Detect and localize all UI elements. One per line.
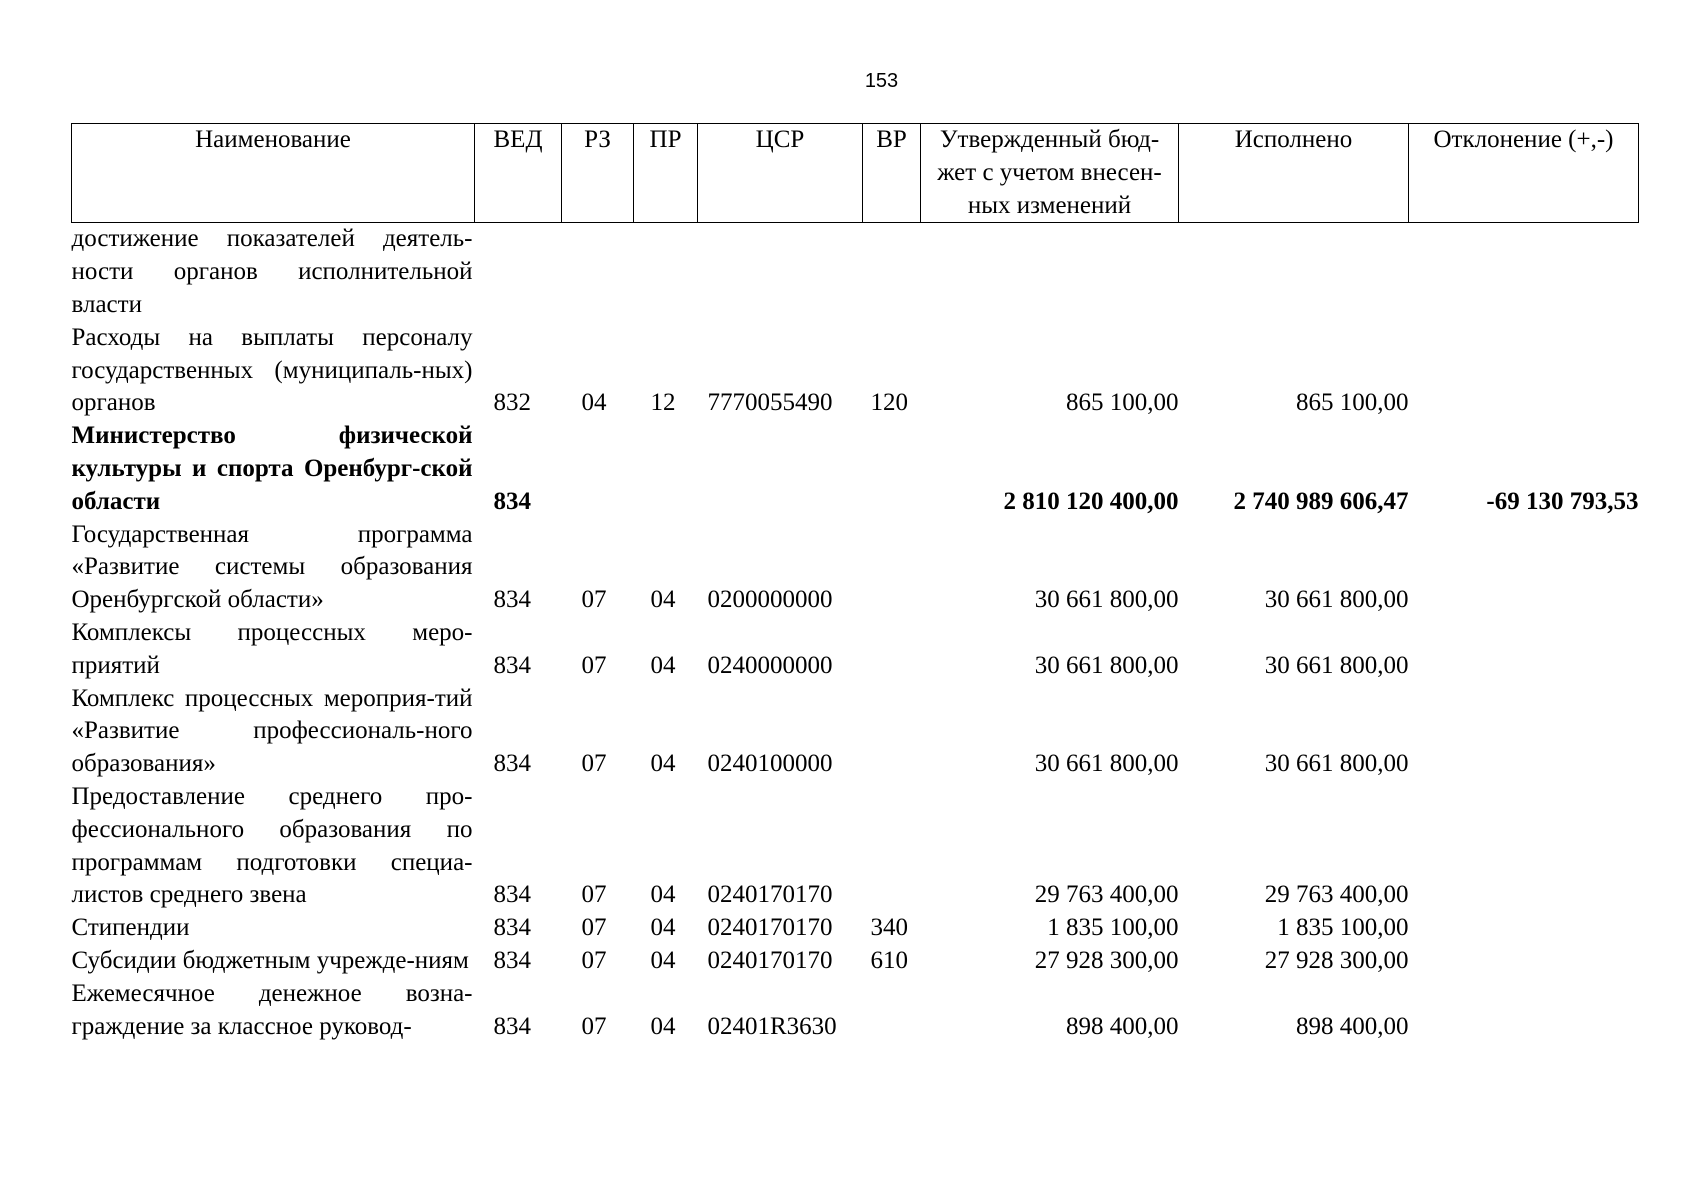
header-done: Исполнено: [1179, 124, 1409, 223]
cell-pr: [634, 223, 698, 322]
cell-rz: 07: [581, 914, 607, 942]
cell-pr: 04: [650, 750, 676, 778]
cell-ved: 834: [493, 881, 531, 909]
cell-vr: 340: [870, 914, 908, 942]
table-row: [72, 223, 1639, 322]
cell-rz: [562, 223, 634, 322]
cell-rz: 04: [581, 389, 607, 417]
cell-ved: 834: [493, 586, 531, 614]
header-name: Наименование: [72, 124, 475, 223]
cell-deviation: -69 130 793,53: [1486, 487, 1639, 515]
header-ved: ВЕД: [475, 124, 562, 223]
cell-name: Министерство физической культуры и спорта Оренбург-ской области: [71, 422, 473, 515]
header-deviation: Отклонение (+,-): [1409, 124, 1639, 223]
table-body: [72, 223, 1639, 1043]
cell-name: Расходы на выплаты персоналу государственных (муниципаль-ных) органов: [71, 323, 473, 417]
table-row: [72, 945, 1639, 978]
cell-csr: [698, 420, 863, 518]
cell-rz: 07: [581, 1012, 607, 1040]
cell-budget: 865 100,00: [1066, 389, 1179, 417]
cell-done: 27 928 300,00: [1264, 946, 1409, 974]
header-pr: ПР: [634, 124, 698, 223]
table-row: [72, 322, 1639, 420]
cell-deviation: [1409, 519, 1639, 617]
header-rz: РЗ: [562, 124, 634, 223]
table-row: [72, 420, 1639, 518]
cell-name: Стипендии: [71, 914, 190, 942]
cell-vr: [863, 781, 921, 912]
cell-name: Ежемесячное денежное возна-граждение за классное руковод-: [71, 979, 473, 1040]
cell-name: Комплексы процессных меро-приятий: [71, 618, 473, 679]
cell-deviation: [1409, 945, 1639, 978]
table-row: [72, 781, 1639, 912]
header-vr: ВР: [863, 124, 921, 223]
cell-budget: 29 763 400,00: [1034, 881, 1179, 909]
cell-ved: 834: [493, 914, 531, 942]
cell-pr: 04: [650, 946, 676, 974]
table-row: [72, 683, 1639, 781]
cell-name: Государственная программа «Развитие системы образования Оренбургской области»: [71, 520, 473, 614]
table-header: [72, 124, 1639, 223]
page-number: 153: [864, 70, 899, 92]
cell-vr: [863, 683, 921, 781]
cell-pr: 04: [650, 1012, 676, 1040]
cell-deviation: [1409, 223, 1639, 322]
cell-ved: 834: [493, 1012, 531, 1040]
cell-rz: 07: [581, 586, 607, 614]
cell-name: достижение показателей деятель-ности органов исполнительной власти: [71, 225, 473, 318]
header-csr: ЦСР: [698, 124, 863, 223]
cell-done: 29 763 400,00: [1264, 881, 1409, 909]
cell-deviation: [1409, 781, 1639, 912]
cell-deviation: [1409, 912, 1639, 945]
cell-vr: [863, 617, 921, 683]
cell-budget: 27 928 300,00: [1034, 946, 1179, 974]
cell-name: Комплекс процессных мероприя-тий «Развитие профессиональ-ного образования»: [71, 684, 473, 778]
cell-pr: 12: [650, 389, 676, 417]
cell-pr: 04: [650, 914, 676, 942]
cell-csr: 0240000000: [707, 651, 833, 679]
cell-csr: 0240100000: [707, 750, 833, 778]
budget-table-sheet: [71, 123, 1638, 1043]
cell-budget: 2 810 120 400,00: [1003, 487, 1179, 515]
cell-csr: [698, 223, 863, 322]
cell-budget: 30 661 800,00: [1034, 651, 1179, 679]
cell-budget: 898 400,00: [1066, 1012, 1179, 1040]
cell-csr: 0240170170: [707, 946, 833, 974]
table-row: [72, 519, 1639, 617]
table-row: [72, 617, 1639, 683]
cell-budget: 30 661 800,00: [1034, 750, 1179, 778]
cell-done: 2 740 989 606,47: [1233, 487, 1409, 515]
cell-csr: 0240170170: [707, 914, 833, 942]
cell-rz: [562, 420, 634, 518]
budget-execution-table: [71, 123, 1639, 1043]
cell-pr: 04: [650, 651, 676, 679]
cell-vr: 120: [870, 389, 908, 417]
cell-name: Предоставление среднего про-фессионального образования по программам подготовки специа-листов среднего звена: [71, 782, 473, 909]
cell-rz: 07: [581, 750, 607, 778]
cell-pr: 04: [650, 586, 676, 614]
cell-vr: [863, 978, 921, 1044]
cell-budget: 1 835 100,00: [1047, 914, 1179, 942]
cell-deviation: [1409, 978, 1639, 1044]
cell-done: 865 100,00: [1296, 389, 1409, 417]
cell-ved: [475, 223, 562, 322]
cell-vr: [863, 420, 921, 518]
cell-csr: 02401R3630: [707, 1012, 837, 1040]
cell-done: 898 400,00: [1296, 1012, 1409, 1040]
cell-name: Субсидии бюджетным учрежде-ниям: [71, 946, 469, 974]
header-budget: Утвержденный бюд-жет с учетом внесен-ных изменений: [921, 124, 1179, 223]
cell-csr: 0200000000: [707, 586, 833, 614]
cell-ved: 834: [493, 487, 531, 515]
cell-ved: 834: [493, 946, 531, 974]
cell-done: 30 661 800,00: [1264, 651, 1409, 679]
cell-vr: [863, 223, 921, 322]
cell-done: [1179, 223, 1409, 322]
cell-deviation: [1409, 683, 1639, 781]
cell-pr: 04: [650, 881, 676, 909]
cell-done: 30 661 800,00: [1264, 750, 1409, 778]
table-row: [72, 978, 1639, 1044]
cell-csr: 7770055490: [707, 389, 833, 417]
cell-budget: [921, 223, 1179, 322]
cell-done: 30 661 800,00: [1264, 586, 1409, 614]
cell-rz: 07: [581, 946, 607, 974]
cell-done: 1 835 100,00: [1277, 914, 1409, 942]
cell-vr: 610: [870, 946, 908, 974]
cell-rz: 07: [581, 881, 607, 909]
cell-deviation: [1409, 617, 1639, 683]
cell-pr: [634, 420, 698, 518]
cell-csr: 0240170170: [707, 881, 833, 909]
table-row: [72, 912, 1639, 945]
cell-deviation: [1409, 322, 1639, 420]
cell-ved: 834: [493, 750, 531, 778]
cell-ved: 834: [493, 651, 531, 679]
cell-budget: 30 661 800,00: [1034, 586, 1179, 614]
cell-vr: [863, 519, 921, 617]
cell-ved: 832: [493, 389, 531, 417]
cell-rz: 07: [581, 651, 607, 679]
